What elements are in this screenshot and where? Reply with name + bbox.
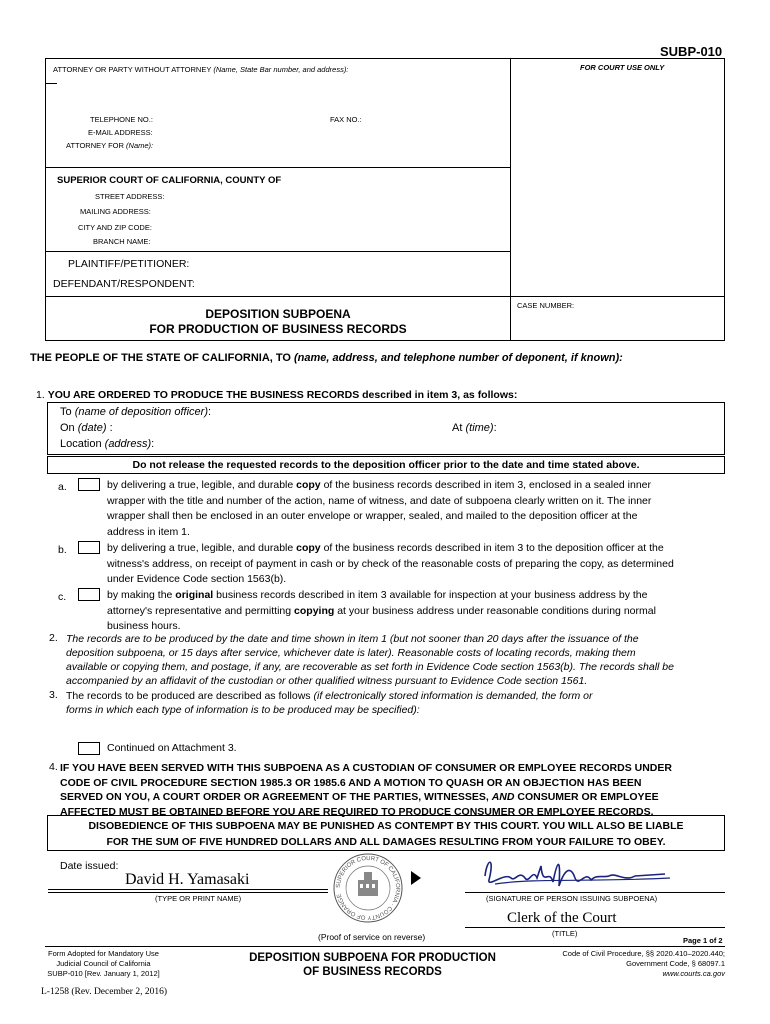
attorney-for-label: ATTORNEY FOR (Name): bbox=[66, 141, 154, 150]
telephone-label: TELEPHONE NO.: bbox=[90, 115, 153, 124]
date-issued-label: Date issued: bbox=[60, 860, 119, 872]
attorney-label: ATTORNEY OR PARTY WITHOUT ATTORNEY (Name, State Bar number, and address): bbox=[53, 65, 349, 74]
court-seal-icon bbox=[328, 852, 408, 924]
item1-heading: 1. YOU ARE ORDERED TO PRODUCE THE BUSINESS RECORDS described in item 3, as follows: bbox=[36, 389, 518, 401]
form-id: SUBP-010 bbox=[660, 44, 723, 59]
defendant-label: DEFENDANT/RESPONDENT: bbox=[53, 278, 195, 290]
mailing-label: MAILING ADDRESS: bbox=[80, 207, 151, 216]
signature-image bbox=[475, 848, 675, 894]
on-label: On (date) : bbox=[60, 422, 113, 434]
email-label: E-MAIL ADDRESS: bbox=[88, 128, 153, 137]
footer-title: DEPOSITION SUBPOENA FOR PRODUCTION OF BUSINESS RECORDS bbox=[249, 952, 496, 978]
option-b-text: by delivering a true, legible, and durable copy of the business records described in item 3 to the deposition officer at the witness's address, on receipt of payment in cash or by check of the reasonable costs of preparing the copy, as determined under Evidence Code section 1563(b). bbox=[107, 542, 674, 585]
item3-num: 3. bbox=[49, 689, 58, 701]
court-use-label: FOR COURT USE ONLY bbox=[580, 63, 665, 72]
page-number: Page 1 of 2 bbox=[683, 936, 723, 945]
item3-text: The records to be produced are described as follows (if electronically stored information is demanded, the form or forms in which each type of information is to be produced may be specified): bbox=[66, 690, 593, 716]
continued-label: Continued on Attachment 3. bbox=[107, 742, 237, 754]
signature-label: (SIGNATURE OF PERSON ISSUING SUBPOENA) bbox=[486, 894, 658, 903]
people-line: THE PEOPLE OF THE STATE OF CALIFORNIA, TO (name, address, and telephone number of deponent, if known): bbox=[30, 352, 623, 364]
item4-text: IF YOU HAVE BEEN SERVED WITH THIS SUBPOENA AS A CUSTODIAN OF CONSUMER OR EMPLOYEE RECORDS UNDER CODE OF CIVIL PROCEDURE SECTION 1985.3 OR 1985.6 AND A MOTION TO QUASH OR AN OBJECTION HAS BEEN SERVED ON YOU, A COURT ORDER OR AGREEMENT OF THE PARTIES, WITNESSES, AND CONSUMER OR EMPLOYEE AFFECTED MUST BE OBTAINED BEFORE YOU ARE REQUIRED TO PRODUCE CONSUMER OR EMPLOYEE RECORDS. bbox=[60, 762, 672, 818]
attachment3-checkbox[interactable] bbox=[78, 742, 100, 755]
item4-num: 4. bbox=[49, 761, 58, 773]
form-adopted: Form Adopted for Mandatory Use Judicial Council of California SUBP-010 [Rev. January 1, 2012] bbox=[47, 949, 160, 978]
option-c-checkbox[interactable] bbox=[78, 588, 100, 601]
type-name-label: (TYPE OR PRINT NAME) bbox=[155, 894, 242, 903]
arrow-marker-icon bbox=[410, 870, 422, 886]
clerk-title: Clerk of the Court bbox=[507, 910, 617, 926]
court-title: SUPERIOR COURT OF CALIFORNIA, COUNTY OF bbox=[57, 175, 282, 186]
option-a-text: by delivering a true, legible, and durable copy of the business records described in item 3, enclosed in a sealed inner wrapper with the title and number of the action, name of witness, and date of subpoena clearly written on it. The inner wrapper shall then be enclosed in an outer envelope or wrapper, sealed, and mailed to the deposition officer at the address in item 1. bbox=[107, 479, 652, 538]
warning-box: DISOBEDIENCE OF THIS SUBPOENA MAY BE PUNISHED AS CONTEMPT BY THIS COURT. YOU WILL ALSO BE LIABLE FOR THE SUM OF FIVE HUNDRED DOLLARS AND ALL DAMAGES RESULTING FROM YOUR FAILURE TO OBEY. bbox=[47, 815, 725, 851]
option-c-label: c. bbox=[58, 591, 67, 603]
at-label: At (time): bbox=[452, 422, 497, 434]
code-references: Code of Civil Procedure, §§ 2020.410–2020.440; Government Code, § 68097.1 www.courts.ca.gov bbox=[562, 949, 725, 978]
option-b-label: b. bbox=[58, 544, 67, 556]
title-label: (TITLE) bbox=[552, 929, 578, 938]
street-label: STREET ADDRESS: bbox=[95, 192, 165, 201]
issuer-name: David H. Yamasaki bbox=[125, 871, 250, 888]
item2-text: The records are to be produced by the date and time shown in item 1 (but not sooner than 20 days after the issuance of the deposition subpoena, or 15 days after service, whichever date is later). Reasonable costs of locating records, making them available or copying them, and postage, if any, are recoverable as set forth in Evidence Code section 1563(b). The records shall be accompanied by an affidavit of the custodian or other qualified witness pursuant to Evidence Code section 1561. bbox=[66, 633, 674, 687]
to-label: To (name of deposition officer): bbox=[60, 406, 212, 418]
city-label: CITY AND ZIP CODE: bbox=[78, 223, 152, 232]
release-notice: Do not release the requested records to the deposition officer prior to the date and time stated above. bbox=[47, 456, 725, 474]
fax-label: FAX NO.: bbox=[330, 115, 362, 124]
option-a-label: a. bbox=[58, 481, 67, 493]
item2-num: 2. bbox=[49, 632, 58, 644]
form-title: DEPOSITION SUBPOENA FOR PRODUCTION OF BUSINESS RECORDS bbox=[149, 307, 407, 336]
seal-text: SUPERIOR COURT OF CALIFORNIA · COUNTY OF ORANGE bbox=[335, 855, 401, 921]
location-label: Location (address): bbox=[60, 438, 155, 450]
proof-of-service: (Proof of service on reverse) bbox=[318, 932, 426, 942]
branch-label: BRANCH NAME: bbox=[93, 237, 151, 246]
case-number-label: CASE NUMBER: bbox=[517, 301, 575, 310]
local-form-number: L-1258 (Rev. December 2, 2016) bbox=[41, 987, 168, 997]
plaintiff-label: PLAINTIFF/PETITIONER: bbox=[68, 258, 190, 270]
option-c-text: by making the original business records described in item 3 available for inspection at your business address by the attorney's representative and permitting copying at your business address under reasonable conditions during normal business hours. bbox=[107, 589, 656, 632]
option-a-checkbox[interactable] bbox=[78, 478, 100, 491]
option-b-checkbox[interactable] bbox=[78, 541, 100, 554]
